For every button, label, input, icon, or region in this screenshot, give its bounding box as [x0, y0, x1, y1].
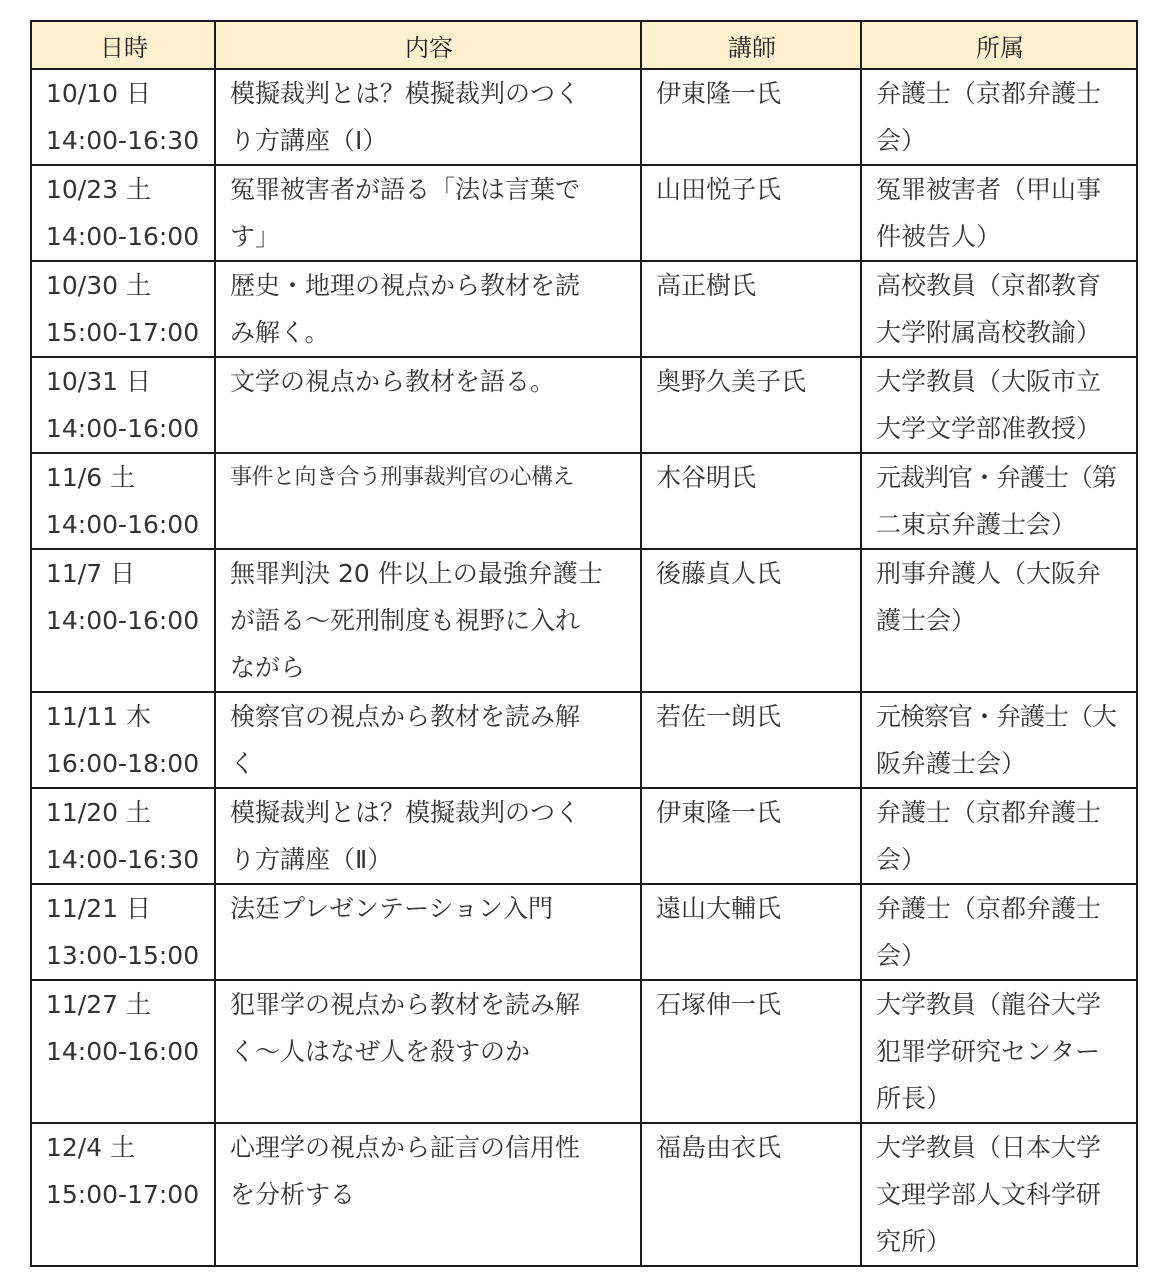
date-time: 14:00-16:00 — [46, 606, 200, 635]
lecturer-cell — [641, 261, 861, 357]
affiliation-line: 二東京弁護士会） — [876, 510, 1077, 539]
table-row — [31, 165, 1137, 261]
table-row — [31, 69, 1137, 165]
date-cell — [31, 1123, 215, 1266]
affiliation-cell — [861, 357, 1137, 453]
content-line: く～人はなぜ人を殺すのか — [230, 1037, 531, 1066]
date-day: 12/4 土 — [46, 1133, 136, 1162]
affiliation-cell — [861, 980, 1137, 1123]
lecturer-name: 福島由衣氏 — [656, 1133, 782, 1162]
lecturer-cell — [641, 549, 861, 692]
date-time: 15:00-17:00 — [46, 318, 200, 347]
date-time: 13:00-15:00 — [46, 941, 200, 970]
date-time: 14:00-16:00 — [46, 222, 200, 251]
content-line: り方講座（Ⅱ） — [230, 845, 393, 874]
affiliation-line: 弁護士（京都弁護士 — [876, 79, 1102, 108]
affiliation-cell — [861, 884, 1137, 980]
content-line: 心理学の視点から証言の信用性 — [230, 1133, 581, 1162]
content-line: す」 — [230, 222, 281, 251]
content-line: 模擬裁判とは？模擬裁判のつく — [230, 798, 581, 827]
affiliation-line: 護士会） — [876, 606, 977, 635]
date-cell — [31, 788, 215, 884]
table-row — [31, 788, 1137, 884]
content-line: が語る～死刑制度も視野に入れ — [230, 606, 581, 635]
date-time: 14:00-16:00 — [46, 1037, 200, 1066]
date-cell — [31, 453, 215, 549]
content-cell — [215, 453, 641, 549]
header-row — [31, 21, 1137, 69]
content-line: ながら — [230, 653, 306, 682]
date-day: 11/6 土 — [46, 463, 136, 492]
content-cell — [215, 549, 641, 692]
affiliation-line: 高校教員（京都教育 — [876, 271, 1102, 300]
affiliation-line: 弁護士（京都弁護士 — [876, 798, 1102, 827]
date-time: 14:00-16:30 — [46, 845, 200, 874]
lecturer-cell — [641, 692, 861, 788]
table-row — [31, 980, 1137, 1123]
content-line: り方講座（Ⅰ） — [230, 126, 388, 155]
date-day: 11/11 木 — [46, 702, 151, 731]
content-line: 犯罪学の視点から教材を読み解 — [230, 990, 581, 1019]
affiliation-line: 刑事弁護人（大阪弁 — [876, 559, 1102, 588]
table-row — [31, 261, 1137, 357]
lecturer-cell — [641, 357, 861, 453]
date-day: 10/30 土 — [46, 271, 151, 300]
lecturer-name: 若佐一朗氏 — [656, 702, 782, 731]
affiliation-cell — [861, 788, 1137, 884]
affiliation-cell — [861, 165, 1137, 261]
table-row — [31, 549, 1137, 692]
lecturer-name: 後藤貞人氏 — [656, 559, 782, 588]
table-row — [31, 1123, 1137, 1266]
lecturer-name: 遠山大輔氏 — [656, 894, 782, 923]
date-day: 10/23 土 — [46, 175, 151, 204]
date-cell — [31, 692, 215, 788]
affiliation-line: 大学教員（龍谷大学 — [876, 990, 1102, 1019]
affiliation-line: 会） — [876, 941, 927, 970]
content-line: 法廷プレゼンテーション入門 — [230, 894, 554, 923]
lecturer-name: 奥野久美子氏 — [656, 367, 807, 396]
content-cell — [215, 165, 641, 261]
date-cell — [31, 165, 215, 261]
date-cell — [31, 549, 215, 692]
date-day: 11/20 土 — [46, 798, 151, 827]
affiliation-cell — [861, 261, 1137, 357]
date-day: 11/7 日 — [46, 559, 136, 588]
date-time: 14:00-16:00 — [46, 510, 200, 539]
affiliation-line: 件被告人） — [876, 222, 1002, 251]
content-line: 検察官の視点から教材を読み解 — [230, 702, 581, 731]
content-cell — [215, 980, 641, 1123]
date-cell — [31, 884, 215, 980]
date-time: 15:00-17:00 — [46, 1180, 200, 1209]
date-time: 14:00-16:00 — [46, 414, 200, 443]
table-row — [31, 453, 1137, 549]
table-body — [31, 69, 1137, 1266]
content-line: み解く。 — [230, 318, 330, 347]
content-cell — [215, 884, 641, 980]
lecturer-name: 伊東隆一氏 — [656, 798, 782, 827]
affiliation-line: 大学文学部准教授） — [876, 414, 1102, 443]
affiliation-line: 阪弁護士会） — [876, 749, 1027, 778]
affiliation-line: 会） — [876, 126, 927, 155]
content-line: を分析する — [230, 1180, 356, 1209]
table-row — [31, 357, 1137, 453]
affiliation-line: 大学教員（大阪市立 — [876, 367, 1102, 396]
content-cell — [215, 1123, 641, 1266]
lecturer-name: 山田悦子氏 — [656, 175, 782, 204]
affiliation-line: 弁護士（京都弁護士 — [876, 894, 1102, 923]
affiliation-line: 犯罪学研究センター — [876, 1037, 1101, 1066]
table-row — [31, 884, 1137, 980]
affiliation-cell — [861, 69, 1137, 165]
lecturer-cell — [641, 165, 861, 261]
lecturer-name: 伊東隆一氏 — [656, 79, 782, 108]
affiliation-line: 冤罪被害者（甲山事 — [876, 175, 1102, 204]
affiliation-line: 文理学部人文科学研 — [876, 1180, 1102, 1209]
content-line: 歴史・地理の視点から教材を読 — [230, 271, 581, 300]
affiliation-line: 元裁判官・弁護士（第 — [876, 463, 1117, 492]
affiliation-line: 大学附属高校教諭） — [876, 318, 1102, 347]
date-cell — [31, 69, 215, 165]
table-row — [31, 692, 1137, 788]
date-cell — [31, 357, 215, 453]
affiliation-line: 元検察官・弁護士（大 — [876, 702, 1117, 731]
affiliation-cell — [861, 453, 1137, 549]
affiliation-line: 所長） — [876, 1084, 952, 1113]
lecturer-cell — [641, 788, 861, 884]
content-line: 事件と向き合う刑事裁判官の心構え — [230, 465, 575, 490]
affiliation-line: 会） — [876, 845, 927, 874]
content-line: 模擬裁判とは？模擬裁判のつく — [230, 79, 581, 108]
content-cell — [215, 692, 641, 788]
date-time: 14:00-16:30 — [46, 126, 200, 155]
lecturer-cell — [641, 69, 861, 165]
header-content: 内容 — [215, 21, 641, 69]
date-day: 11/27 土 — [46, 990, 151, 1019]
lecturer-name: 木谷明氏 — [656, 463, 757, 492]
date-day: 11/21 日 — [46, 894, 151, 923]
date-cell — [31, 261, 215, 357]
affiliation-cell — [861, 549, 1137, 692]
content-line: 文学の視点から教材を語る。 — [230, 367, 556, 396]
content-line: 無罪判決 20 件以上の最強弁護士 — [230, 559, 603, 588]
content-line: く — [230, 749, 256, 778]
date-time: 16:00-18:00 — [46, 749, 200, 778]
lecturer-cell — [641, 1123, 861, 1266]
affiliation-line: 究所） — [876, 1227, 952, 1256]
lecturer-name: 石塚伸一氏 — [656, 990, 782, 1019]
content-cell — [215, 788, 641, 884]
date-day: 10/31 日 — [46, 367, 151, 396]
affiliation-cell — [861, 692, 1137, 788]
content-cell — [215, 69, 641, 165]
content-line: 冤罪被害者が語る「法は言葉で — [230, 175, 581, 204]
lecturer-cell — [641, 980, 861, 1123]
header-affiliation: 所属 — [861, 21, 1137, 69]
schedule-table — [30, 20, 1138, 1267]
content-cell — [215, 357, 641, 453]
content-cell — [215, 261, 641, 357]
lecturer-cell — [641, 884, 861, 980]
lecturer-cell — [641, 453, 861, 549]
affiliation-cell — [861, 1123, 1137, 1266]
affiliation-line: 大学教員（日本大学 — [876, 1133, 1102, 1162]
lecturer-name: 高正樹氏 — [656, 271, 757, 300]
date-cell — [31, 980, 215, 1123]
header-lecturer: 講師 — [641, 21, 861, 69]
date-day: 10/10 日 — [46, 79, 151, 108]
header-date: 日時 — [31, 21, 215, 69]
